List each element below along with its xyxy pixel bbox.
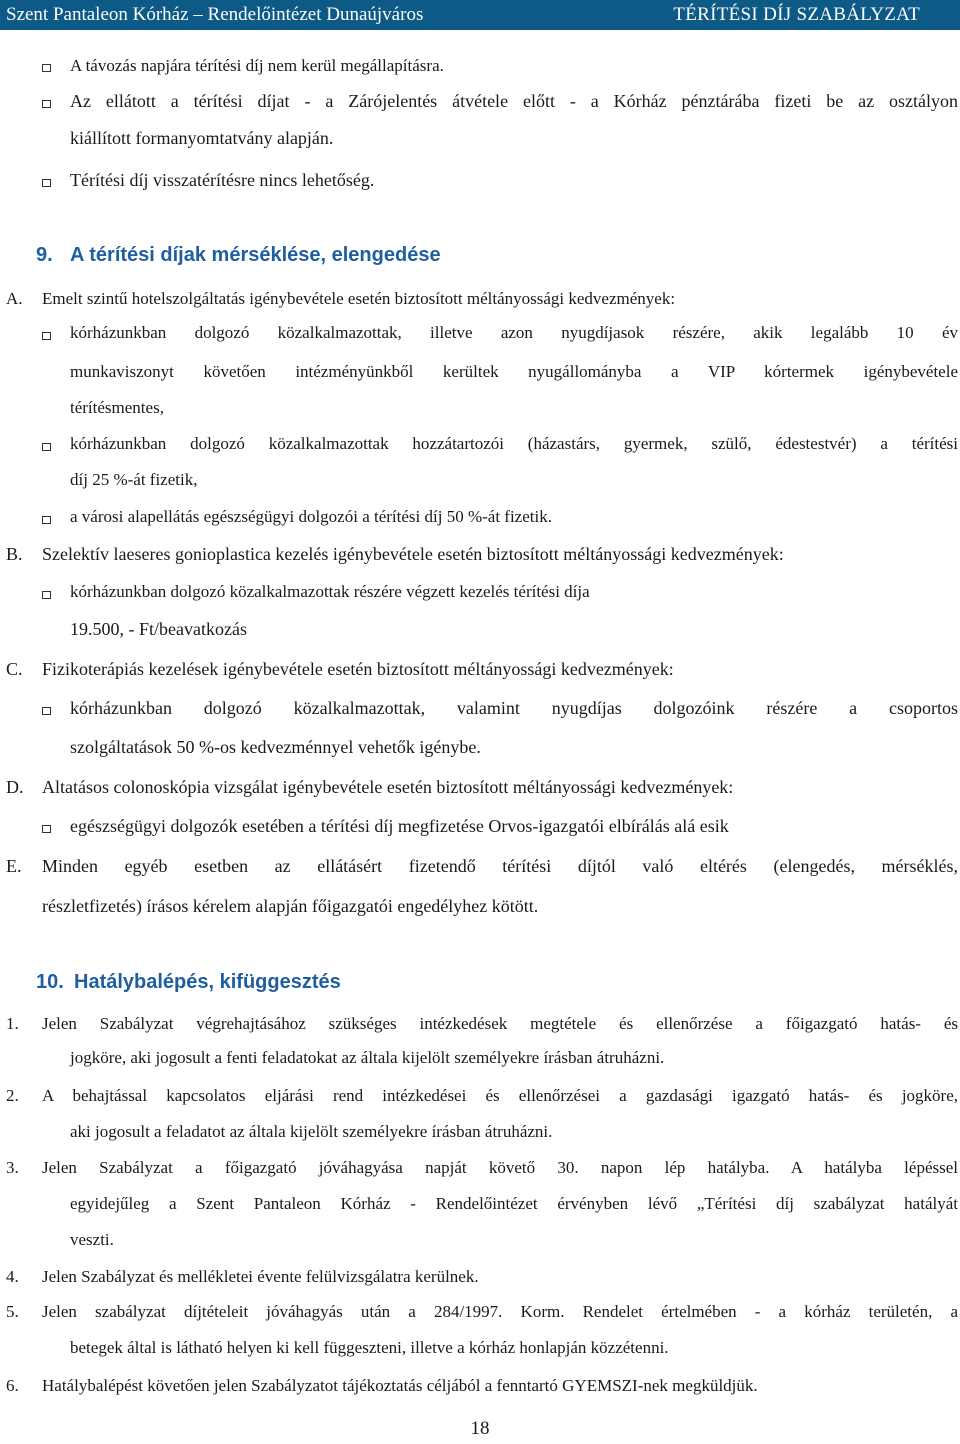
page-header <box>0 0 960 30</box>
header-hospital-name: Szent Pantaleon Kórház – Rendelőintézet Dunaújváros <box>6 4 424 25</box>
section-c-bullet-1: kórházunkban dolgozó közalkalmazottak, valamint nyugdíjas dolgozóink részére a csoportos <box>70 698 958 718</box>
item-1-text: Jelen Szabályzat végrehajtásához szükséges intézkedések megtétele és ellenőrzése a főigazgató hatás- és <box>42 1014 958 1033</box>
item-3-text: Jelen Szabályzat a főigazgató jóváhagyása napját követő 30. napon lép hatályba. A hatályba lépéssel <box>42 1158 958 1177</box>
section-c-label: C. <box>6 659 23 679</box>
item-6-number: 6. <box>6 1376 19 1395</box>
section-a-text: Emelt szintű hotelszolgáltatás igénybevétele esetén biztosított méltányossági kedvezmények: <box>42 289 676 308</box>
item-6-text: Hatálybalépést követően jelen Szabályzatot tájékoztatás céljából a fenntartó GYEMSZI-nek megküldjük. <box>42 1376 758 1395</box>
item-5-text: Jelen szabályzat díjtételeit jóváhagyás után a 284/1997. Korm. Rendelet értelmében - a kórház területén, a <box>42 1302 958 1321</box>
section-c-text: Fizikoterápiás kezelések igénybevétele esetén biztosított méltányossági kedvezmények: <box>42 659 674 679</box>
section-b-text: Szelektív laeseres gonioplastica kezelés igénybevétele esetén biztosított méltányossági kedvezmények: <box>42 544 784 564</box>
header-document-title: TÉRÍTÉSI DÍJ SZABÁLYZAT <box>673 4 920 25</box>
item-4-number: 4. <box>6 1267 19 1286</box>
item-1-text-cont: jogköre, aki jogosult a fenti feladatokat az általa kijelölt személyekre írásban átruházni. <box>70 1048 665 1067</box>
item-3-text-cont: veszti. <box>70 1230 114 1249</box>
section-d-label: D. <box>6 777 24 797</box>
section-a-bullet-1-cont: térítésmentes, <box>70 398 164 417</box>
bullet-icon <box>42 516 51 524</box>
intro-bullet-text: Térítési díj visszatérítésre nincs lehetőség. <box>70 170 375 190</box>
section-b-bullet-1: kórházunkban dolgozó közalkalmazottak részére végzett kezelés térítési díja <box>70 582 590 601</box>
item-4-text: Jelen Szabályzat és mellékletei évente felülvizsgálatra kerülnek. <box>42 1267 479 1286</box>
section-d-bullet-1: egészségügyi dolgozók esetében a térítési díj megfizetése Orvos-igazgatói elbírálás alá esik <box>70 816 729 836</box>
section-d-text: Altatásos colonoskópia vizsgálat igénybevétele esetén biztosított méltányossági kedvezmények: <box>42 777 734 797</box>
section-9-title: A térítési díjak mérséklése, elengedése <box>70 244 441 266</box>
intro-bullet-text: Az ellátott a térítési díjat - a Zárójelentés átvétele előtt - a Kórház pénztárába fizeti be az osztályon <box>70 91 958 111</box>
bullet-icon <box>42 179 51 187</box>
section-a-bullet-3: a városi alapellátás egészségügyi dolgozói a térítési díj 50 %-át fizetik. <box>70 507 552 526</box>
bullet-icon <box>42 64 51 72</box>
section-c-bullet-1-cont: szolgáltatások 50 %-os kedvezménnyel vehetők igénybe. <box>70 737 481 757</box>
section-9-number: 9. <box>36 244 53 266</box>
item-1-number: 1. <box>6 1014 19 1033</box>
section-a-bullet-2: kórházunkban dolgozó közalkalmazottak hozzátartozói (házastárs, gyermek, szülő, édestestvér) a térítési <box>70 434 958 453</box>
item-2-text: A behajtással kapcsolatos eljárási rend intézkedései és ellenőrzései a gazdasági igazgató hatás- és jogköre, <box>42 1086 958 1105</box>
section-e-label: E. <box>6 856 22 876</box>
section-a-label: A. <box>6 289 23 308</box>
section-10-title: Hatálybalépés, kifüggesztés <box>74 971 341 993</box>
intro-bullet-text: kiállított formanyomtatvány alapján. <box>70 128 334 148</box>
section-10-number: 10. <box>36 971 64 993</box>
bullet-icon <box>42 332 51 340</box>
bullet-icon <box>42 100 51 108</box>
item-3-number: 3. <box>6 1158 19 1177</box>
section-b-bullet-1-cont: 19.500, - Ft/beavatkozás <box>70 619 247 639</box>
bullet-icon <box>42 707 51 715</box>
item-2-number: 2. <box>6 1086 19 1105</box>
item-2-text-cont: aki jogosult a feladatot az általa kijelölt személyekre írásban átruházni. <box>70 1122 553 1141</box>
section-a-bullet-2-cont: díj 25 %-át fizetik, <box>70 470 198 489</box>
section-e-text-cont: részletfizetés) írásos kérelem alapján főigazgatói engedélyhez kötött. <box>42 896 539 916</box>
section-b-label: B. <box>6 544 23 564</box>
item-5-text-cont: betegek által is látható helyen ki kell függeszteni, illetve a kórház honlapján közzétenni. <box>70 1338 669 1357</box>
bullet-icon <box>42 443 51 451</box>
section-a-bullet-1-cont: munkaviszonyt követően intézményünkből kerültek nyugállományba a VIP kórtermek igénybevétele <box>70 362 958 381</box>
section-a-bullet-1: kórházunkban dolgozó közalkalmazottak, illetve azon nyugdíjasok részére, akik legalább 10 év <box>70 323 958 342</box>
bullet-icon <box>42 825 51 833</box>
item-3-text-cont: egyidejűleg a Szent Pantaleon Kórház - Rendelőintézet érvényben lévő „Térítési díj szabályzat hatályát <box>70 1194 958 1213</box>
bullet-icon <box>42 591 51 599</box>
item-5-number: 5. <box>6 1302 19 1321</box>
page-number: 18 <box>470 1418 490 1439</box>
intro-bullet-text: A távozás napjára térítési díj nem kerül megállapításra. <box>70 56 444 75</box>
section-e-text: Minden egyéb esetben az ellátásért fizetendő térítési díjtól való eltérés (elengedés, mérséklés, <box>42 856 958 876</box>
